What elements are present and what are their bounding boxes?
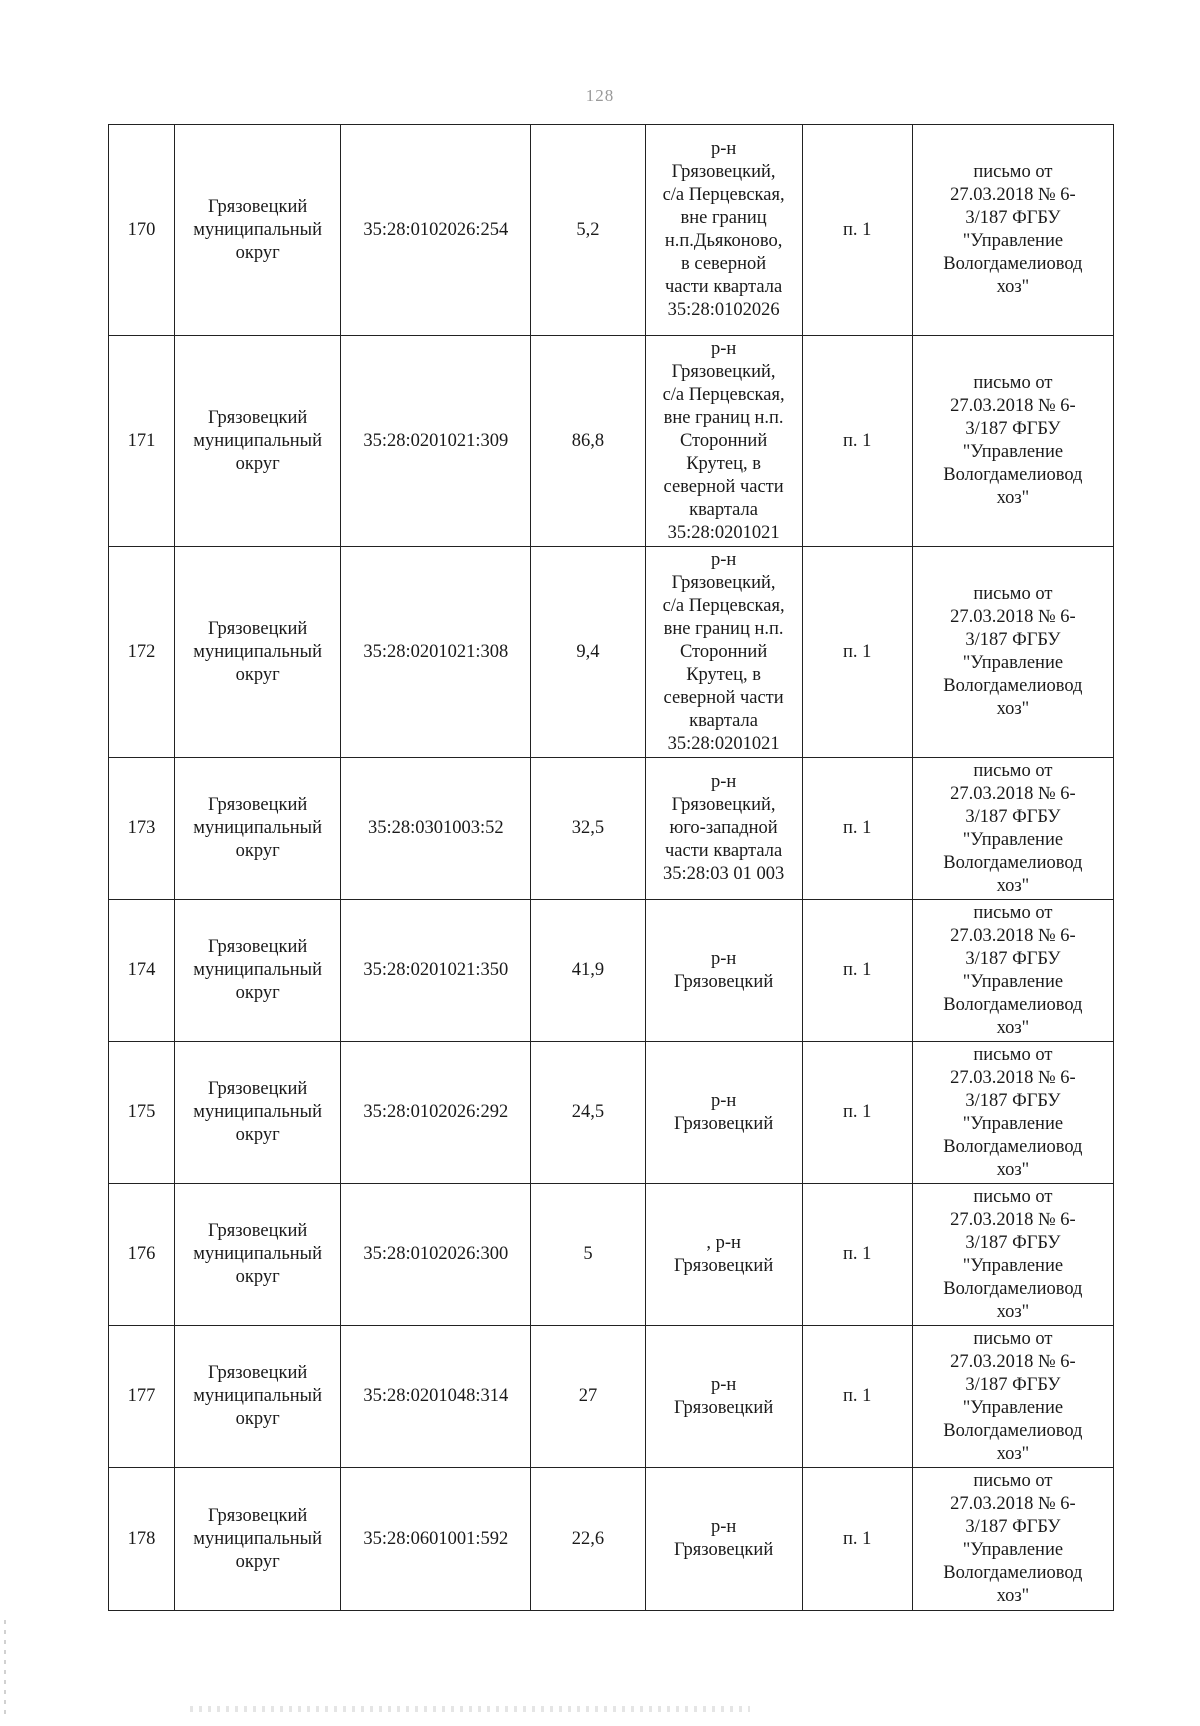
address-cell-line: р-н bbox=[710, 338, 737, 359]
document-cell bbox=[912, 900, 1113, 1042]
row-number: 171 bbox=[109, 336, 175, 547]
address-cell-line: Грязовецкий, bbox=[671, 162, 776, 182]
address-cell-line: р-н bbox=[710, 1090, 737, 1111]
cadastral-number: 35:28:0102026:254 bbox=[341, 125, 531, 336]
document-cell bbox=[912, 1326, 1113, 1468]
table-row bbox=[109, 1042, 1114, 1184]
document-cell-line: хоз" bbox=[996, 1443, 1030, 1464]
document-cell bbox=[912, 1184, 1113, 1326]
row-number: 174 bbox=[109, 900, 175, 1042]
document-cell-line: Вологдамелиовод bbox=[943, 1136, 1083, 1157]
document-cell-line: "Управление bbox=[962, 231, 1064, 251]
document-cell-line: "Управление bbox=[962, 1397, 1064, 1418]
document-cell-line: "Управление bbox=[962, 442, 1064, 462]
owner-cell bbox=[175, 1468, 341, 1611]
scan-edge-artifact bbox=[4, 1620, 6, 1720]
row-number: 178 bbox=[109, 1468, 175, 1611]
owner-cell bbox=[175, 758, 341, 900]
area-value: 32,5 bbox=[531, 758, 645, 900]
area-value: 5 bbox=[531, 1184, 645, 1326]
basis-cell: п. 1 bbox=[802, 1326, 912, 1468]
address-cell-line: с/а Перцевская, bbox=[662, 384, 785, 405]
address-cell-line: р-н bbox=[710, 1374, 737, 1395]
owner-cell-line: муниципальный bbox=[193, 641, 322, 662]
document-cell-line: 3/187 ФГБУ bbox=[965, 419, 1061, 439]
address-cell-line: Грязовецкий, bbox=[671, 795, 776, 815]
address-cell-line: Сторонний bbox=[679, 641, 768, 662]
basis-cell: п. 1 bbox=[802, 900, 912, 1042]
owner-cell-line: муниципальный bbox=[193, 1102, 322, 1122]
address-cell bbox=[645, 547, 802, 758]
document-cell-line: хоз" bbox=[996, 1017, 1030, 1038]
document-cell-line: 3/187 ФГБУ bbox=[965, 1374, 1061, 1395]
owner-cell bbox=[175, 547, 341, 758]
address-cell-line: Крутец, в bbox=[686, 453, 761, 474]
document-cell-line: письмо от bbox=[973, 1471, 1053, 1491]
owner-cell-line: муниципальный bbox=[193, 818, 322, 838]
document-cell-line: письмо от bbox=[973, 162, 1053, 182]
cadastral-number: 35:28:0201021:309 bbox=[341, 336, 531, 547]
table-row bbox=[109, 900, 1114, 1042]
address-cell bbox=[645, 1042, 802, 1184]
owner-cell-line: округ bbox=[235, 841, 280, 861]
cadastral-number: 35:28:0301003:52 bbox=[341, 758, 531, 900]
owner-cell-line: Грязовецкий bbox=[208, 407, 308, 428]
address-cell-line: части квартала bbox=[665, 277, 783, 297]
address-cell-line: квартала bbox=[689, 499, 758, 520]
document-cell-line: 27.03.2018 № 6- bbox=[950, 1494, 1076, 1514]
document-cell-line: Вологдамелиовод bbox=[943, 1563, 1083, 1583]
document-cell-line: письмо от bbox=[973, 902, 1053, 923]
document-cell-line: 27.03.2018 № 6- bbox=[950, 1209, 1076, 1230]
document-cell-line: 3/187 ФГБУ bbox=[965, 630, 1061, 650]
table-row bbox=[109, 1468, 1114, 1611]
address-cell-line: Грязовецкий bbox=[673, 1113, 774, 1134]
document-cell-line: Вологдамелиовод bbox=[943, 852, 1083, 873]
document-cell-line: "Управление bbox=[962, 1540, 1064, 1560]
table-row bbox=[109, 336, 1114, 547]
owner-cell-line: муниципальный bbox=[193, 960, 322, 980]
document-cell-line: хоз" bbox=[996, 699, 1030, 719]
owner-cell bbox=[175, 1042, 341, 1184]
row-number: 172 bbox=[109, 547, 175, 758]
document-cell-line: хоз" bbox=[996, 1159, 1030, 1180]
document-cell-line: 3/187 ФГБУ bbox=[965, 806, 1061, 827]
owner-cell bbox=[175, 125, 341, 336]
document-cell-line: письмо от bbox=[973, 1044, 1053, 1065]
document-cell-line: Вологдамелиовод bbox=[943, 994, 1083, 1015]
scan-artifact bbox=[190, 1706, 750, 1712]
document-cell bbox=[912, 336, 1113, 547]
owner-cell bbox=[175, 336, 341, 547]
document-cell-line: 27.03.2018 № 6- bbox=[950, 396, 1076, 416]
row-number: 177 bbox=[109, 1326, 175, 1468]
document-cell-line: хоз" bbox=[996, 1301, 1030, 1322]
address-cell-line: Грязовецкий bbox=[673, 1397, 774, 1418]
basis-cell: п. 1 bbox=[802, 1042, 912, 1184]
owner-cell-line: округ bbox=[235, 1267, 280, 1287]
address-cell-line: юго-западной bbox=[669, 818, 778, 838]
address-cell bbox=[645, 1184, 802, 1326]
address-cell-line: Грязовецкий bbox=[673, 1255, 774, 1276]
address-cell-line: в северной bbox=[681, 254, 767, 274]
cadastral-number: 35:28:0102026:292 bbox=[341, 1042, 531, 1184]
basis-cell: п. 1 bbox=[802, 758, 912, 900]
address-cell-line: Грязовецкий, bbox=[671, 572, 776, 593]
owner-cell bbox=[175, 1326, 341, 1468]
owner-cell-line: округ bbox=[235, 1125, 280, 1145]
owner-cell-line: округ bbox=[235, 983, 280, 1003]
document-cell bbox=[912, 758, 1113, 900]
document-cell-line: хоз" bbox=[996, 875, 1030, 896]
address-cell-line: 35:28:0201021 bbox=[667, 733, 780, 754]
address-cell-line: с/а Перцевская, bbox=[662, 595, 785, 616]
document-cell-line: "Управление bbox=[962, 971, 1064, 992]
owner-cell bbox=[175, 900, 341, 1042]
address-cell-line: вне границ н.п. bbox=[663, 618, 784, 639]
document-cell-line: Вологдамелиовод bbox=[943, 1278, 1083, 1299]
document-cell-line: письмо от bbox=[973, 760, 1053, 781]
table-row bbox=[109, 1184, 1114, 1326]
document-cell-line: хоз" bbox=[996, 277, 1030, 297]
document-cell-line: 27.03.2018 № 6- bbox=[950, 1351, 1076, 1372]
land-plots-table bbox=[108, 124, 1114, 1611]
address-cell-line: с/а Перцевская, bbox=[662, 185, 785, 205]
basis-cell: п. 1 bbox=[802, 547, 912, 758]
table-row bbox=[109, 547, 1114, 758]
document-cell-line: 3/187 ФГБУ bbox=[965, 1232, 1061, 1253]
row-number: 175 bbox=[109, 1042, 175, 1184]
address-cell-line: Грязовецкий bbox=[673, 1540, 774, 1560]
document-cell-line: 3/187 ФГБУ bbox=[965, 208, 1061, 228]
document-cell-line: письмо от bbox=[973, 1328, 1053, 1349]
address-cell-line: р-н bbox=[710, 1517, 737, 1537]
owner-cell-line: Грязовецкий bbox=[208, 196, 308, 217]
row-number: 176 bbox=[109, 1184, 175, 1326]
area-value: 27 bbox=[531, 1326, 645, 1468]
address-cell-line: Грязовецкий bbox=[673, 971, 774, 992]
document-cell-line: Вологдамелиовод bbox=[943, 676, 1083, 696]
document-cell-line: хоз" bbox=[996, 1586, 1030, 1606]
owner-cell-line: Грязовецкий bbox=[208, 1363, 308, 1383]
address-cell-line: н.п.Дьяконово, bbox=[664, 231, 783, 251]
owner-cell-line: округ bbox=[235, 453, 280, 474]
owner-cell-line: Грязовецкий bbox=[208, 795, 308, 815]
address-cell-line: вне границ н.п. bbox=[663, 407, 784, 428]
basis-cell: п. 1 bbox=[802, 336, 912, 547]
area-value: 24,5 bbox=[531, 1042, 645, 1184]
document-cell bbox=[912, 547, 1113, 758]
document-cell-line: 27.03.2018 № 6- bbox=[950, 1067, 1076, 1088]
address-cell-line: Крутец, в bbox=[686, 664, 761, 685]
document-cell bbox=[912, 125, 1113, 336]
address-cell bbox=[645, 758, 802, 900]
document-cell bbox=[912, 1468, 1113, 1611]
document-cell-line: Вологдамелиовод bbox=[943, 254, 1083, 274]
document-cell-line: 27.03.2018 № 6- bbox=[950, 607, 1076, 627]
page-number: 128 bbox=[585, 86, 615, 105]
address-cell-line: р-н bbox=[710, 772, 737, 792]
owner-cell-line: округ bbox=[235, 242, 280, 263]
address-cell bbox=[645, 336, 802, 547]
owner-cell-line: округ bbox=[235, 664, 280, 685]
document-cell-line: "Управление bbox=[962, 653, 1064, 673]
address-cell-line: Сторонний bbox=[679, 430, 768, 451]
owner-cell-line: Грязовецкий bbox=[208, 618, 308, 639]
document-cell-line: "Управление bbox=[962, 829, 1064, 850]
address-cell bbox=[645, 125, 802, 336]
document-cell-line: хоз" bbox=[996, 488, 1030, 508]
table-body bbox=[109, 125, 1114, 1611]
address-cell-line: северной части bbox=[663, 476, 784, 497]
address-cell bbox=[645, 900, 802, 1042]
document-cell-line: 3/187 ФГБУ bbox=[965, 1090, 1061, 1111]
address-cell-line: северной части bbox=[663, 687, 784, 708]
address-cell bbox=[645, 1468, 802, 1611]
basis-cell: п. 1 bbox=[802, 1184, 912, 1326]
document-cell-line: письмо от bbox=[973, 584, 1053, 604]
address-cell-line: части квартала bbox=[665, 841, 783, 861]
owner-cell-line: муниципальный bbox=[193, 219, 322, 240]
address-cell-line: р-н bbox=[710, 948, 737, 969]
area-value: 22,6 bbox=[531, 1468, 645, 1611]
owner-cell-line: муниципальный bbox=[193, 1386, 322, 1406]
owner-cell-line: муниципальный bbox=[193, 430, 322, 451]
address-cell-line: вне границ bbox=[680, 208, 767, 228]
document-cell-line: письмо от bbox=[973, 373, 1053, 393]
owner-cell-line: муниципальный bbox=[193, 1244, 322, 1264]
basis-cell: п. 1 bbox=[802, 125, 912, 336]
owner-cell-line: округ bbox=[235, 1409, 280, 1429]
address-cell-line: 35:28:0201021 bbox=[667, 522, 780, 543]
cadastral-number: 35:28:0201048:314 bbox=[341, 1326, 531, 1468]
table-row bbox=[109, 758, 1114, 900]
document-cell-line: 3/187 ФГБУ bbox=[965, 948, 1061, 969]
cadastral-number: 35:28:0601001:592 bbox=[341, 1468, 531, 1611]
address-cell-line: , р-н bbox=[706, 1232, 741, 1253]
owner-cell-line: Грязовецкий bbox=[208, 1505, 308, 1526]
owner-cell-line: округ bbox=[235, 1551, 280, 1572]
area-value: 86,8 bbox=[531, 336, 645, 547]
address-cell bbox=[645, 1326, 802, 1468]
table-row bbox=[109, 1326, 1114, 1468]
area-value: 41,9 bbox=[531, 900, 645, 1042]
document-cell-line: 3/187 ФГБУ bbox=[965, 1517, 1061, 1537]
document-cell-line: 27.03.2018 № 6- bbox=[950, 925, 1076, 946]
cadastral-number: 35:28:0102026:300 bbox=[341, 1184, 531, 1326]
document-cell bbox=[912, 1042, 1113, 1184]
owner-cell-line: Грязовецкий bbox=[208, 1221, 308, 1241]
table-row bbox=[109, 125, 1114, 336]
owner-cell-line: Грязовецкий bbox=[208, 1079, 308, 1099]
address-cell-line: 35:28:0102026 bbox=[667, 300, 780, 320]
owner-cell bbox=[175, 1184, 341, 1326]
document-cell-line: Вологдамелиовод bbox=[943, 1420, 1083, 1441]
row-number: 173 bbox=[109, 758, 175, 900]
address-cell-line: 35:28:03 01 003 bbox=[662, 864, 785, 884]
cadastral-number: 35:28:0201021:350 bbox=[341, 900, 531, 1042]
owner-cell-line: Грязовецкий bbox=[208, 937, 308, 957]
address-cell-line: р-н bbox=[710, 549, 737, 570]
area-value: 5,2 bbox=[531, 125, 645, 336]
cadastral-number: 35:28:0201021:308 bbox=[341, 547, 531, 758]
document-cell-line: 27.03.2018 № 6- bbox=[950, 783, 1076, 804]
document-cell-line: Вологдамелиовод bbox=[943, 465, 1083, 485]
document-cell-line: "Управление bbox=[962, 1113, 1064, 1134]
row-number: 170 bbox=[109, 125, 175, 336]
basis-cell: п. 1 bbox=[802, 1468, 912, 1611]
address-cell-line: р-н bbox=[710, 139, 737, 159]
area-value: 9,4 bbox=[531, 547, 645, 758]
document-cell-line: 27.03.2018 № 6- bbox=[950, 185, 1076, 205]
document-cell-line: письмо от bbox=[973, 1186, 1053, 1207]
owner-cell-line: муниципальный bbox=[193, 1528, 322, 1549]
document-cell-line: "Управление bbox=[962, 1255, 1064, 1276]
address-cell-line: квартала bbox=[689, 710, 758, 731]
address-cell-line: Грязовецкий, bbox=[671, 361, 776, 382]
